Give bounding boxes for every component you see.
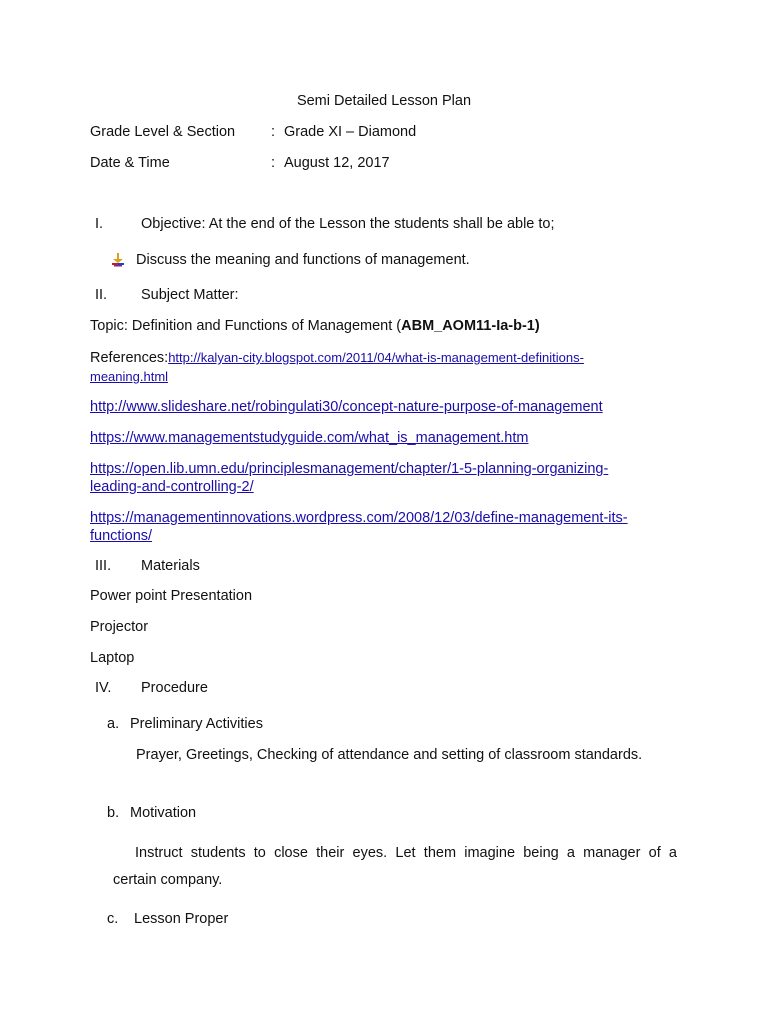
materials-numeral: III. bbox=[95, 558, 112, 574]
procedure-heading: Procedure bbox=[141, 680, 208, 696]
objective-numeral: I. bbox=[95, 216, 104, 232]
date-value: August 12, 2017 bbox=[284, 155, 390, 171]
references-label: References: bbox=[90, 350, 169, 366]
subject-heading: Subject Matter: bbox=[141, 287, 239, 303]
reference-link-2[interactable]: http://www.slideshare.net/robingulati30/concept-nature-purpose-of-management bbox=[90, 399, 603, 415]
grade-value: Grade XI – Diamond bbox=[284, 124, 417, 140]
objective-text: Objective: At the end of the Lesson the students shall be able to; bbox=[141, 216, 555, 232]
date-colon: : bbox=[271, 155, 276, 171]
reference-link-4-cont[interactable]: leading-and-controlling-2/ bbox=[90, 479, 254, 495]
topic-prefix: Topic: Definition and Functions of Management ( bbox=[90, 318, 402, 334]
procedure-numeral: IV. bbox=[95, 680, 112, 696]
reference-link-1[interactable]: http://kalyan-city.blogspot.com/2011/04/what-is-management-definitions- bbox=[168, 350, 584, 365]
step-b-text-line1: Instruct students to close their eyes. Let them imagine being a manager of a bbox=[135, 845, 677, 861]
step-b-text-line2: certain company. bbox=[113, 872, 223, 888]
reference-link-1-cont[interactable]: meaning.html bbox=[90, 369, 169, 384]
reference-link-5-cont[interactable]: functions/ bbox=[90, 528, 153, 544]
topic-line bbox=[90, 318, 540, 334]
references-line bbox=[90, 350, 584, 366]
reference-link-3[interactable]: https://www.managementstudyguide.com/what_is_management.htm bbox=[90, 430, 529, 446]
topic-code: ABM_AOM11-Ia-b-1) bbox=[401, 318, 540, 334]
step-a-label: a. bbox=[107, 716, 120, 732]
reference-link-4[interactable]: https://open.lib.umn.edu/principlesmanagement/chapter/1-5-planning-organizing- bbox=[90, 461, 609, 477]
step-c-label: c. bbox=[107, 911, 119, 927]
step-a-text: Prayer, Greetings, Checking of attendance and setting of classroom standards. bbox=[136, 747, 643, 763]
grade-colon: : bbox=[271, 124, 276, 140]
material-item: Power point Presentation bbox=[90, 588, 253, 604]
objective-bullet-text: Discuss the meaning and functions of management. bbox=[136, 252, 470, 268]
subject-numeral: II. bbox=[95, 287, 108, 303]
date-label: Date & Time bbox=[90, 155, 170, 171]
page-title: Semi Detailed Lesson Plan bbox=[296, 93, 472, 109]
arrow-bullet-icon bbox=[111, 252, 125, 268]
step-c-title: Lesson Proper bbox=[134, 911, 229, 927]
material-item: Laptop bbox=[90, 650, 135, 666]
step-b-label: b. bbox=[107, 805, 120, 821]
grade-label: Grade Level & Section bbox=[90, 124, 236, 140]
step-a-title: Preliminary Activities bbox=[130, 716, 263, 732]
materials-heading: Materials bbox=[141, 558, 200, 574]
reference-link-5[interactable]: https://managementinnovations.wordpress.com/2008/12/03/define-management-its- bbox=[90, 510, 628, 526]
step-b-title: Motivation bbox=[130, 805, 197, 821]
step-b-paragraph bbox=[113, 840, 677, 894]
material-item: Projector bbox=[90, 619, 149, 635]
